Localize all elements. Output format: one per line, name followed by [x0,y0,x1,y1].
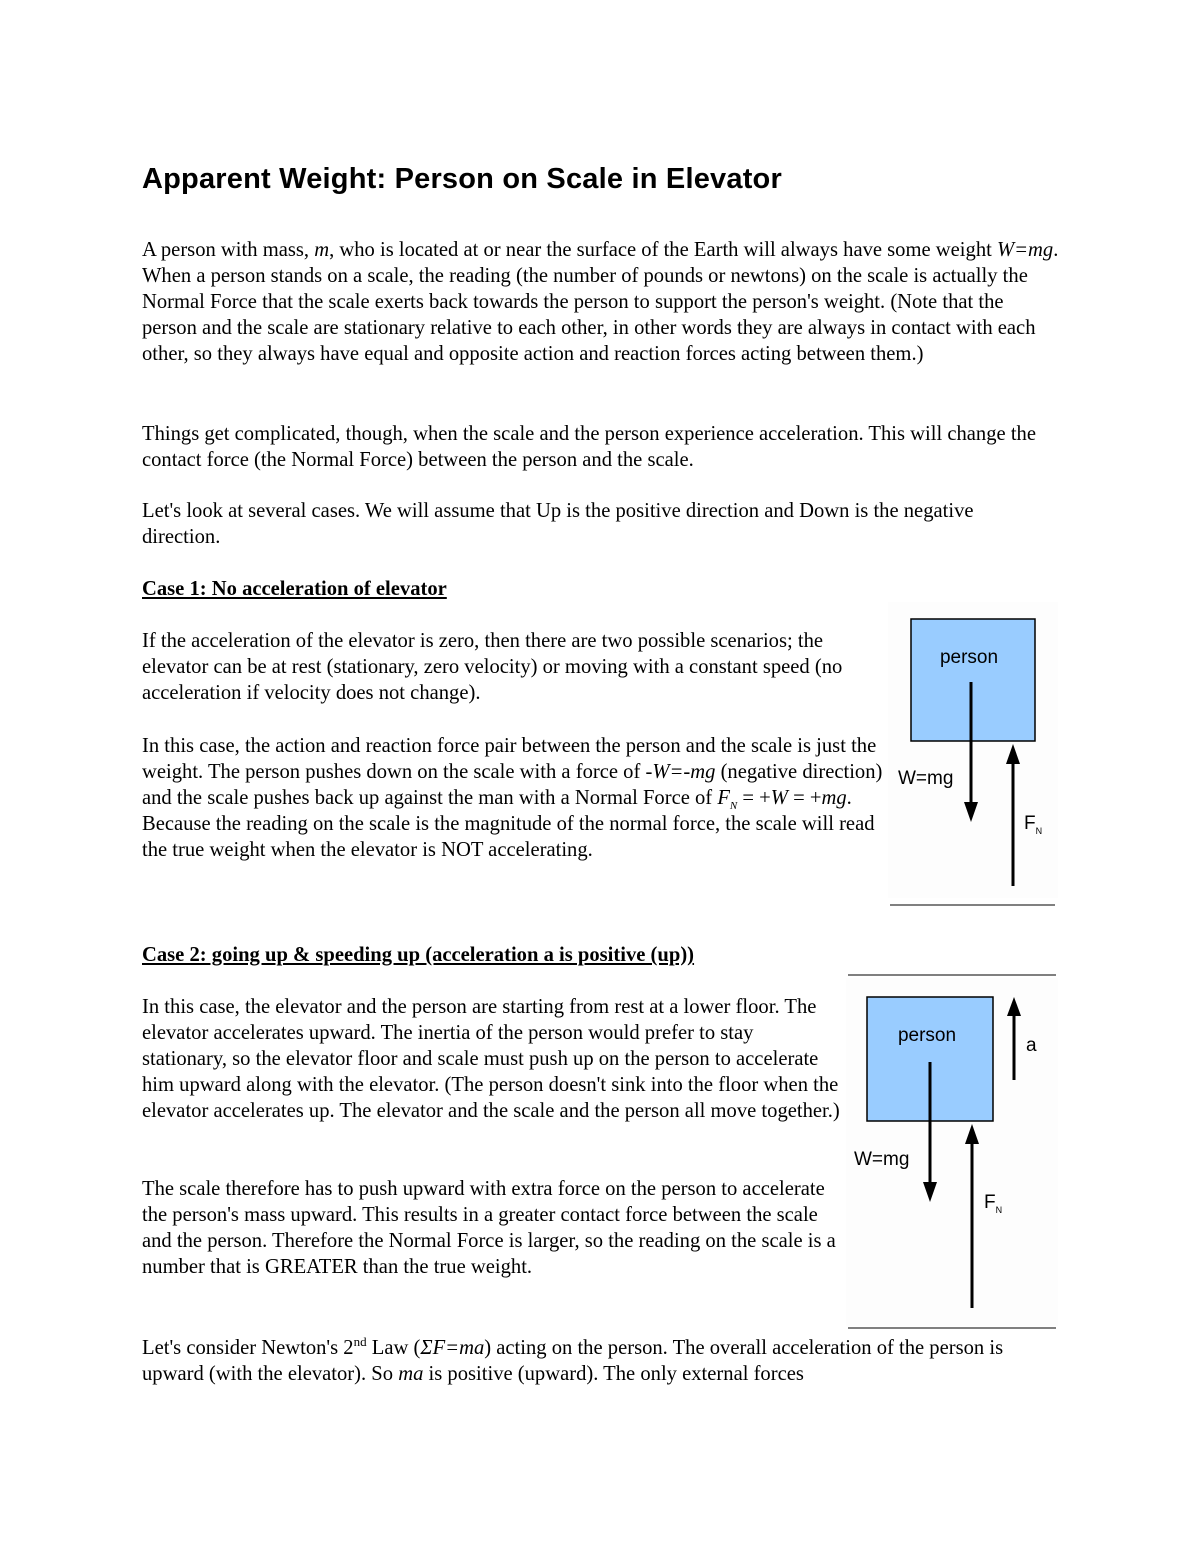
case-2-free-body-diagram [846,970,1058,1337]
intro-paragraph-1: A person with mass, m, who is located at or near the surface of the Earth will always have some weight W=mg. When a person stands on a scale, the reading (the number of pounds or newtons) on the scale is actually the Normal Force that the scale exerts back towards the person to support the person's weight. (Note that the person and the scale are stationary relative to each other, in other words they are always in contact with each other, so they always have equal and opposite action and reaction forces acting between them.) [142,239,1059,365]
person-label: person [897,1025,957,1046]
case-1-heading: Case 1: No acceleration of elevator [142,578,447,600]
weight-label: W=mg [854,1149,910,1170]
case-2-heading: Case 2: going up & speeding up (acceleration a is positive (up)) [142,944,695,966]
acceleration-label: a [1026,1035,1037,1056]
case-2-paragraph-2: The scale therefore has to push upward with extra force on the person to accelerate the person's mass upward. This results in a greater contact force between the scale and the person. Therefore the Normal Force is larger, so the reading on the scale is a number that is GREATER than the true weight. [142,1178,836,1278]
intro-paragraph-3: Let's look at several cases. We will assume that Up is the positive direction and Down is the negative direction. [142,500,974,548]
case-1-free-body-diagram [888,602,1058,915]
case-2-paragraph-1: In this case, the elevator and the person are starting from rest at a lower floor. The elevator accelerates upward. The inertia of the person would prefer to stay stationary, so the elevator floor and scale must push up on the person to accelerate him upward along with the elevator. (The person doesn't sink into the floor when the elevator accelerates up. The elevator and the scale and the person all move together.) [142,996,840,1122]
weight-label: W=mg [898,768,954,789]
intro-paragraph-2: Things get complicated, though, when the scale and the person experience acceleration. This will change the contact force (the Normal Force) between the person and the scale. [142,423,1036,471]
case-1-paragraph-1: If the acceleration of the elevator is zero, then there are two possible scenarios; the elevator can be at rest (stationary, zero velocity) or moving with a constant speed (no acceleration if velocity does not change). [142,630,843,704]
case-1-paragraph-2: In this case, the action and reaction force pair between the person and the scale is just the weight. The person pushes down on the scale with a force of -W=-mg (negative direction) and the scale pushes back up against the man with a Normal Force of $F_N = +W = +mg$. Because the reading on the scale is the magnitude of the normal force, the scale will read the true weight when the elevator is NOT accelerating. [142,735,883,861]
newton-second-law-paragraph: Let's consider Newton's 2nd Law (ΣF=ma) acting on the person. The overall acceleration of the person is upward (with the elevator). So ma is positive (upward). The only external forces [142,1334,1004,1385]
normal-force-label: $F_N$ [984,1192,1003,1215]
person-box [911,619,1035,741]
normal-force-label: $F_N$ [1024,813,1043,836]
page-title: Apparent Weight: Person on Scale in Elevator [142,163,782,195]
person-label: person [939,647,999,668]
